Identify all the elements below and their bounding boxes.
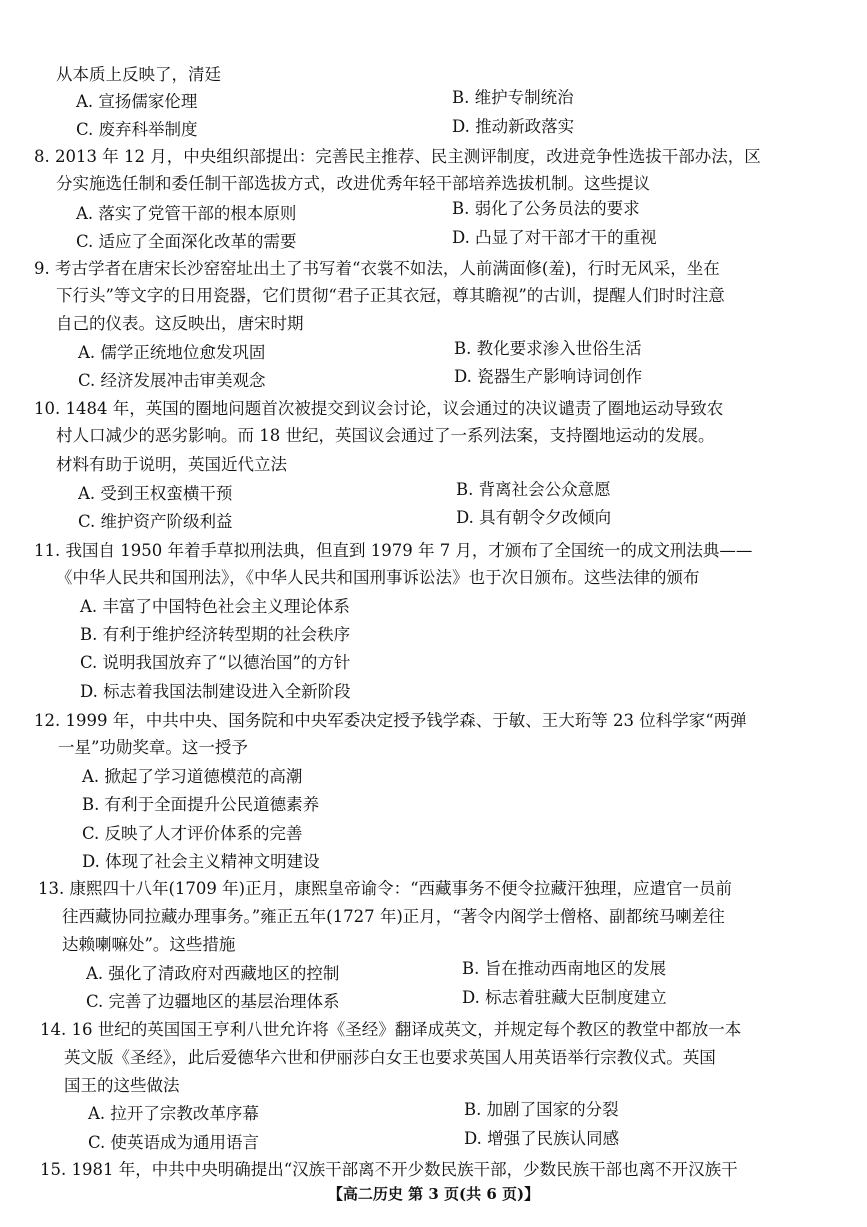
q10-option-d: D. 具有朝令夕改倾向 bbox=[456, 508, 612, 527]
q13-stem-line-3: 达赖喇嘛处”。这些措施 bbox=[62, 935, 236, 954]
q9-stem-line-3: 自己的仪表。这反映出，唐宋时期 bbox=[56, 314, 304, 333]
q7-stem-tail: 从本质上反映了，清廷 bbox=[56, 65, 221, 84]
q11-option-c: C. 说明我国放弃了“以德治国”的方针 bbox=[80, 653, 351, 672]
q7-option-d: D. 推动新政落实 bbox=[452, 117, 575, 136]
q7-option-a: A. 宣扬儒家伦理 bbox=[76, 92, 198, 111]
q11-stem-line-2: 《中华人民共和国刑法》，《中华人民共和国刑事诉讼法》也于次日颁布。这些法律的颁布 bbox=[56, 568, 700, 587]
q9-option-d: D. 瓷器生产影响诗词创作 bbox=[454, 367, 643, 386]
q11-option-b: B. 有利于维护经济转型期的社会秩序 bbox=[80, 625, 351, 644]
q10-option-b: B. 背离社会公众意愿 bbox=[456, 480, 611, 499]
q10-option-a: A. 受到王权蛮横干预 bbox=[78, 484, 233, 503]
q14-stem-line-2: 英文版《圣经》，此后爱德华六世和伊丽莎白女王也要求英国人用英语举行宗教仪式。英国 bbox=[64, 1048, 716, 1067]
q8-option-b: B. 弱化了公务员法的要求 bbox=[452, 199, 640, 218]
q8-option-a: A. 落实了党管干部的根本原则 bbox=[76, 204, 297, 223]
q13-option-b: B. 旨在推动西南地区的发展 bbox=[462, 959, 667, 978]
q10-stem-line-2: 村人口减少的恶劣影响。而 18 世纪，英国议会通过了一系列法案，支持圈地运动的发展。 bbox=[56, 426, 715, 445]
q14-option-a: A. 拉开了宗教改革序幕 bbox=[88, 1104, 259, 1123]
q14-stem-line-3: 国王的这些做法 bbox=[64, 1076, 180, 1095]
q12-option-a: A. 掀起了学习道德模范的高潮 bbox=[82, 767, 303, 786]
q14-option-d: D. 增强了民族认同感 bbox=[464, 1129, 620, 1148]
q9-stem-line-2: 下行头”等文字的日用瓷器，它们贯彻“君子正其衣冠，尊其瞻视”的古训，提醒人们时时注意 bbox=[56, 286, 725, 305]
q14-option-c: C. 使英语成为通用语言 bbox=[88, 1133, 260, 1152]
q12-option-b: B. 有利于全面提升公民道德素养 bbox=[82, 795, 320, 814]
q9-option-a: A. 儒学正统地位愈发巩固 bbox=[78, 343, 266, 362]
q12-stem-line-2: 一星”功勋奖章。这一授予 bbox=[58, 738, 248, 757]
q13-option-c: C. 完善了边疆地区的基层治理体系 bbox=[86, 992, 340, 1011]
q15-stem-line-1: 15. 1981 年，中共中央明确提出“汉族干部离不开少数民族干部，少数民族干部也离不开汉族干 bbox=[40, 1160, 738, 1179]
q11-option-a: A. 丰富了中国特色社会主义理论体系 bbox=[80, 597, 350, 616]
q12-option-c: C. 反映了人才评价体系的完善 bbox=[82, 824, 303, 843]
q14-stem-line-1: 14. 16 世纪的英国国王亨利八世允许将《圣经》翻译成英文，并规定每个教区的教堂中都放一本 bbox=[40, 1020, 742, 1039]
q7-option-c: C. 废弃科举制度 bbox=[76, 120, 198, 139]
q11-stem-line-1: 11. 我国自 1950 年着手草拟刑法典，但直到 1979 年 7 月，才颁布了全国统一的成文刑法典—— bbox=[34, 541, 753, 560]
q7-option-b: B. 维护专制统治 bbox=[452, 88, 574, 107]
q11-option-d: D. 标志着我国法制建设进入全新阶段 bbox=[80, 682, 351, 701]
q10-option-c: C. 维护资产阶级利益 bbox=[78, 512, 233, 531]
q13-option-d: D. 标志着驻藏大臣制度建立 bbox=[462, 988, 667, 1007]
q9-option-c: C. 经济发展冲击审美观念 bbox=[78, 371, 266, 390]
q10-stem-line-1: 10. 1484 年，英国的圈地问题首次被提交到议会讨论，议会通过的决议谴责了圈地运动导致农 bbox=[34, 399, 724, 418]
q13-option-a: A. 强化了清政府对西藏地区的控制 bbox=[86, 964, 340, 983]
q14-option-b: B. 加剧了国家的分裂 bbox=[464, 1100, 619, 1119]
q8-stem-line-1: 8. 2013 年 12 月，中央组织部提出：完善民主推荐、民主测评制度，改进竞争性选拔干部办法，区 bbox=[34, 147, 761, 166]
q13-stem-line-2: 往西藏协同拉藏办理事务。”雍正五年(1727 年)正月，“著令内阁学士僧格、副都统马喇差往 bbox=[62, 907, 725, 926]
q8-option-c: C. 适应了全面深化改革的需要 bbox=[76, 232, 297, 251]
q8-option-d: D. 凸显了对干部才干的重视 bbox=[452, 228, 657, 247]
q12-option-d: D. 体现了社会主义精神文明建设 bbox=[82, 852, 320, 871]
q9-option-b: B. 教化要求渗入世俗生活 bbox=[454, 339, 642, 358]
q8-stem-line-2: 分实施选任制和委任制干部选拔方式，改进优秀年轻干部培养选拔机制。这些提议 bbox=[56, 174, 650, 193]
q12-stem-line-1: 12. 1999 年，中共中央、国务院和中央军委决定授予钱学森、于敏、王大珩等 23 位科学家“两弹 bbox=[34, 711, 747, 730]
q13-stem-line-1: 13. 康熙四十八年(1709 年)正月，康熙皇帝谕令：“西藏事务不便令拉藏汗独理，应遣官一员前 bbox=[38, 879, 733, 898]
q10-stem-line-3: 材料有助于说明，英国近代立法 bbox=[56, 455, 287, 474]
page-footer: 【高二历史 第 3 页(共 6 页)】 bbox=[327, 1185, 540, 1203]
q9-stem-line-1: 9. 考古学者在唐宋长沙窑窑址出土了书写着“衣裳不如法，人前满面修(羞)，行时无风采，坐在 bbox=[34, 259, 720, 278]
